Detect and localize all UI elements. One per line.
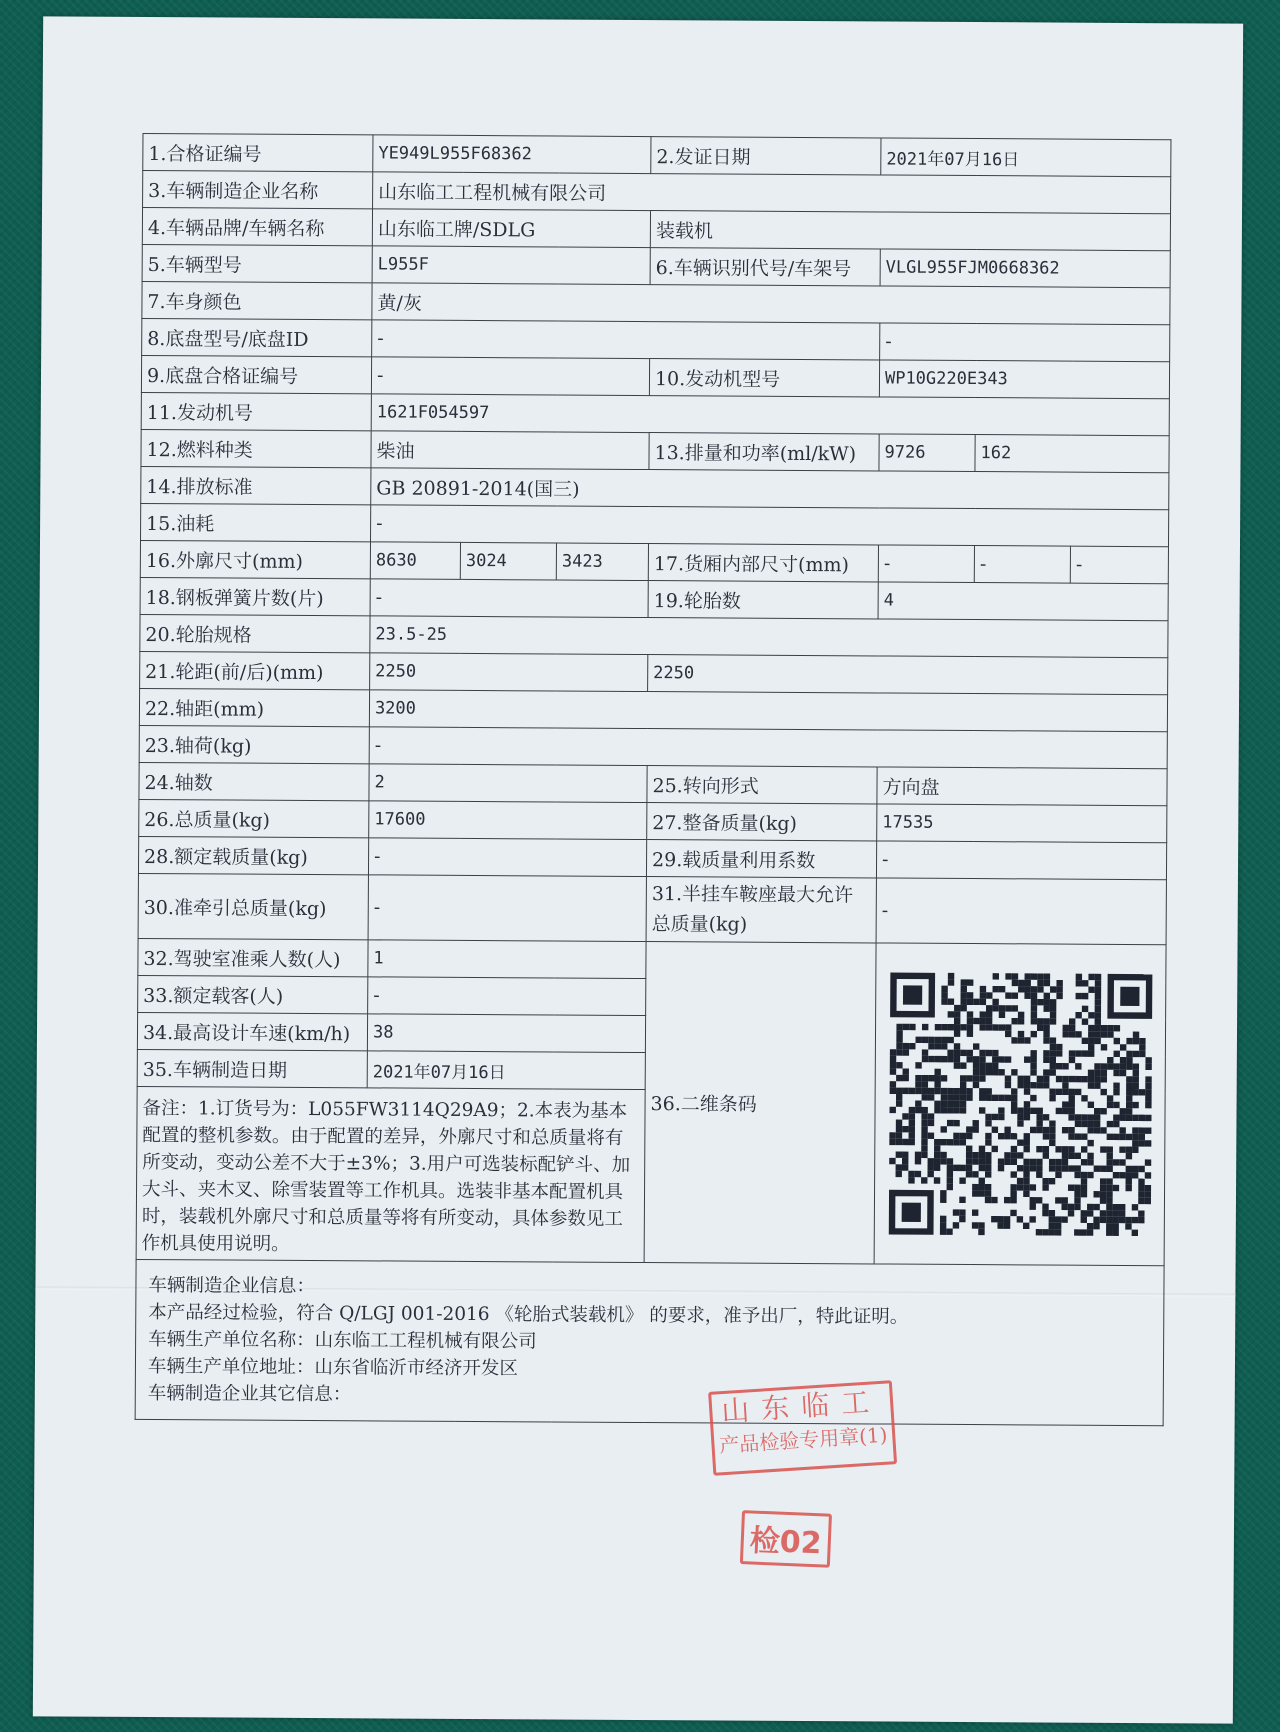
qr-code-icon (888, 973, 1152, 1237)
value-leaf-springs: - (370, 579, 648, 618)
value-tire-count: 4 (878, 582, 1168, 621)
row-3 (143, 170, 1171, 213)
value-track-rear: 2250 (648, 655, 1168, 695)
label-leaf-springs: 18.钢板弹簧片数(片) (140, 577, 370, 615)
label-fuel-type: 12.燃料种类 (141, 429, 371, 467)
manufacturer-info-section (135, 1259, 1164, 1562)
value-cab-seats: 1 (368, 940, 646, 979)
row-32 (138, 938, 1166, 981)
label-chassis-cert-no: 9.底盘合格证编号 (141, 355, 371, 393)
value-cargo-height: - (1070, 546, 1168, 584)
value-tire-spec: 23.5-25 (370, 616, 1168, 658)
value-power: 162 (975, 435, 1169, 473)
remarks-text: 备注：1.订货号为：L055FW3114Q29A9；2.本表为基本配置的整机参数。由于配置的差异，外廓尺寸和总质量将有所变动，变动公差不大于±3%；3.用户可选装标配铲斗、加大斗、夹木叉、除雪装置等工作机具。选装非基本配置机具时，装载机外廓尺寸和总质量等将有所变动，具体参数见工作机具使用说明。 (136, 1086, 645, 1262)
value-wheelbase: 3200 (369, 690, 1167, 732)
label-body-color: 7.车身颜色 (142, 281, 372, 319)
label-towing-mass: 30.准牵引总质量(kg) (138, 873, 368, 939)
value-saddle-mass: - (876, 878, 1166, 945)
row-1 (143, 133, 1171, 176)
value-manufacture-date: 2021年07月16日 (367, 1051, 645, 1090)
conformity-certificate-table (135, 133, 1172, 1562)
value-load-utilization: - (876, 841, 1166, 880)
value-brand: 山东临工牌/SDLG (372, 209, 650, 248)
row-22 (139, 688, 1167, 731)
label-chassis-model: 8.底盘型号/底盘ID (142, 318, 372, 356)
label-wheelbase: 22.轴距(mm) (139, 688, 369, 726)
label-cargo-dimensions: 17.货厢内部尺寸(mm) (648, 544, 878, 582)
row-14 (141, 466, 1169, 509)
row-12 (141, 429, 1169, 472)
label-model: 5.车辆型号 (142, 244, 372, 282)
inspection-seal-line1: 山东临工 (720, 1385, 883, 1429)
footer-other-info: 车辆制造企业其它信息： (147, 1383, 352, 1406)
label-engine-model: 10.发动机型号 (649, 359, 879, 397)
label-curb-mass: 27.整备质量(kg) (647, 803, 877, 841)
label-manufacturer: 3.车辆制造企业名称 (143, 170, 373, 208)
footer-heading: 车辆制造企业信息： (148, 1275, 316, 1298)
value-gross-mass: 17600 (369, 801, 647, 840)
value-chassis-cert-no: - (371, 357, 649, 396)
value-emission-standard: GB 20891-2014(国三) (371, 468, 1169, 510)
label-qr-code: 36.二维条码 (644, 942, 876, 1264)
label-emission-standard: 14.排放标准 (141, 466, 371, 504)
row-7 (142, 281, 1170, 324)
inspection-seal-line2: 产品检验专用章(1) (718, 1422, 889, 1458)
value-height: 3423 (556, 543, 648, 581)
row-footer (135, 1259, 1164, 1425)
value-fuel-consumption: - (370, 505, 1168, 547)
label-fuel-consumption: 15.油耗 (141, 503, 371, 541)
value-model: L955F (372, 246, 650, 285)
value-axle-count: 2 (369, 764, 647, 803)
row-26 (139, 799, 1167, 842)
label-axle-load: 23.轴荷(kg) (139, 725, 369, 763)
inspection-seal-stamp (708, 1380, 897, 1476)
certificate-paper (33, 16, 1243, 1723)
row-28 (138, 836, 1166, 879)
label-rated-passengers: 33.额定载客(人) (138, 975, 368, 1013)
value-chassis-id: - (880, 323, 1170, 362)
value-manufacturer: 山东临工工程机械有限公司 (373, 172, 1171, 214)
value-fuel-type: 柴油 (371, 431, 649, 470)
value-chassis-model: - (372, 320, 880, 360)
row-5 (142, 244, 1170, 287)
value-curb-mass: 17535 (877, 804, 1167, 843)
label-rated-load: 28.额定载质量(kg) (138, 836, 368, 874)
label-tire-spec: 20.轮胎规格 (140, 614, 370, 652)
row-24 (139, 762, 1167, 805)
label-overall-dimensions: 16.外廓尺寸(mm) (140, 540, 370, 578)
label-gross-mass: 26.总质量(kg) (139, 799, 369, 837)
row-16 (140, 540, 1168, 583)
label-vin: 6.车辆识别代号/车架号 (650, 248, 880, 286)
value-engine-no: 1621F054597 (371, 394, 1169, 436)
footer-compliance-statement: 本产品经过检验，符合 Q/LGJ 001-2016 《轮胎式装载机》 的要求，准予出厂，特此证明。 (148, 1302, 909, 1328)
row-8 (142, 318, 1170, 361)
footer-producer-address: 车辆生产单位地址：山东省临沂市经济开发区 (147, 1356, 519, 1380)
qr-code-cell (874, 943, 1166, 1266)
label-max-speed: 34.最高设计车速(km/h) (137, 1012, 367, 1050)
value-body-color: 黄/灰 (372, 283, 1170, 325)
label-manufacture-date: 35.车辆制造日期 (137, 1049, 367, 1087)
value-certificate-no: YE949L955F68362 (373, 135, 651, 174)
inspector-mark-stamp: 检02 (740, 1510, 832, 1568)
row-9 (141, 355, 1169, 398)
label-saddle-mass: 31.半挂车鞍座最大允许总质量(kg) (646, 877, 876, 943)
value-width: 3024 (460, 542, 556, 580)
value-displacement: 9726 (879, 434, 975, 472)
row-15 (141, 503, 1169, 546)
row-20 (140, 614, 1168, 657)
value-rated-load: - (368, 838, 646, 877)
label-engine-no: 11.发动机号 (141, 392, 371, 430)
value-towing-mass: - (368, 875, 646, 942)
value-cargo-length: - (878, 545, 974, 583)
label-track-width: 21.轮距(前/后)(mm) (140, 651, 370, 689)
value-issue-date: 2021年07月16日 (881, 138, 1171, 177)
value-length: 8630 (370, 542, 460, 580)
value-max-speed: 38 (367, 1014, 645, 1053)
value-vin: VLGL955FJM0668362 (880, 249, 1170, 288)
label-issue-date: 2.发证日期 (651, 137, 881, 175)
label-certificate-no: 1.合格证编号 (143, 133, 373, 171)
row-11 (141, 392, 1169, 435)
value-vehicle-name: 装载机 (650, 211, 1170, 251)
value-track-front: 2250 (370, 653, 648, 692)
value-axle-load: - (369, 727, 1167, 769)
label-tire-count: 19.轮胎数 (648, 581, 878, 619)
row-23 (139, 725, 1167, 768)
value-engine-model: WP10G220E343 (879, 360, 1169, 399)
footer-producer-name: 车辆生产单位名称：山东临工工程机械有限公司 (148, 1329, 537, 1353)
label-cab-seats: 32.驾驶室准乘人数(人) (138, 938, 368, 976)
value-cargo-width: - (974, 546, 1070, 584)
row-4 (142, 207, 1170, 250)
label-axle-count: 24.轴数 (139, 762, 369, 800)
label-displacement-power: 13.排量和功率(ml/kW) (649, 433, 879, 471)
label-load-utilization: 29.载质量利用系数 (646, 840, 876, 878)
value-rated-passengers: - (368, 977, 646, 1016)
row-21 (140, 651, 1168, 694)
row-18 (140, 577, 1168, 620)
label-steering-type: 25.转向形式 (647, 766, 877, 804)
value-steering-type: 方向盘 (877, 767, 1167, 806)
label-brand-name: 4.车辆品牌/车辆名称 (142, 207, 372, 245)
row-30 (138, 873, 1166, 944)
